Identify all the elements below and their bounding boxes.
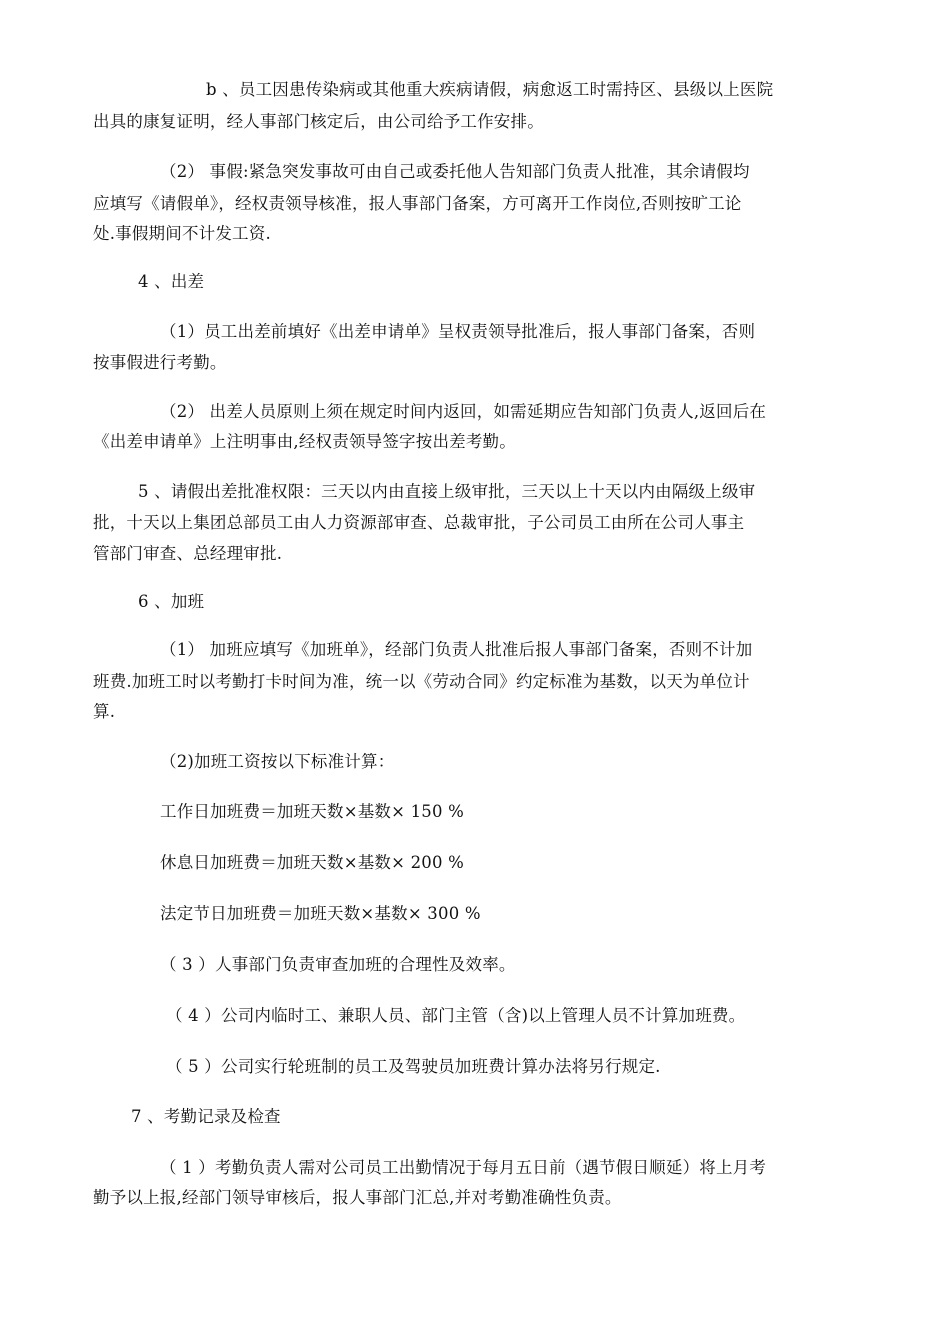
text-line: （ 5 ）公司实行轮班制的员工及驾驶员加班费计算办法将另行规定. xyxy=(166,1057,661,1076)
formula-line: 休息日加班费＝加班天数×基数× 200 % xyxy=(160,853,465,872)
text-line: （2） 出差人员原则上须在规定时间内返回，如需延期应告知部门负责人,返回后在 xyxy=(160,402,767,421)
text-line: （ 1 ）考勤负责人需对公司员工出勤情况于每月五日前（遇节假日顺延）将上月考 xyxy=(160,1158,767,1177)
text-line: （ 4 ）公司内临时工、兼职人员、部门主管（含)以上管理人员不计算加班费。 xyxy=(166,1006,746,1025)
text-line: （2） 事假:紧急突发事故可由自己或委托他人告知部门负责人批准，其余请假均 xyxy=(160,162,750,181)
text-line: 批，十天以上集团总部员工由人力资源部审查、总裁审批，子公司员工由所在公司人事主 xyxy=(93,513,745,532)
text-line: b 、员工因患传染病或其他重大疾病请假，病愈返工时需持区、县级以上医院 xyxy=(206,80,774,99)
text-line: 《出差申请单》上注明事由,经权责领导签字按出差考勤。 xyxy=(93,432,516,451)
text-line: 算. xyxy=(93,702,116,721)
section-heading: 4 、出差 xyxy=(138,272,205,291)
text-line: 按事假进行考勤。 xyxy=(93,353,227,372)
text-line: 处.事假期间不计发工资. xyxy=(93,224,271,243)
text-line: （1） 加班应填写《加班单》，经部门负责人批准后报人事部门备案，否则不计加 xyxy=(160,640,753,659)
text-line: （1）员工出差前填好《出差申请单》呈权责领导批准后，报人事部门备案，否则 xyxy=(160,322,756,341)
section-heading: 6 、加班 xyxy=(138,592,205,611)
text-line: 班费.加班工时以考勤打卡时间为准，统一以《劳动合同》约定标准为基数，以天为单位计 xyxy=(93,672,750,691)
text-line: （2)加班工资按以下标准计算： xyxy=(160,752,395,771)
text-line: 勤予以上报,经部门领导审核后，报人事部门汇总,并对考勤准确性负责。 xyxy=(93,1188,622,1207)
text-line: 管部门审查、总经理审批. xyxy=(93,544,283,563)
section-heading: 7 、考勤记录及检查 xyxy=(131,1107,281,1126)
text-line: 应填写《请假单》，经权责领导核准，报人事部门备案，方可离开工作岗位,否则按旷工论 xyxy=(93,194,742,213)
formula-line: 工作日加班费＝加班天数×基数× 150 % xyxy=(160,802,465,821)
text-line: 出具的康复证明，经人事部门核定后，由公司给予工作安排。 xyxy=(93,112,544,131)
text-line: 5 、请假出差批准权限：三天以内由直接上级审批，三天以上十天以内由隔级上级审 xyxy=(138,482,756,501)
text-line: （ 3 ）人事部门负责审查加班的合理性及效率。 xyxy=(160,955,516,974)
formula-line: 法定节日加班费＝加班天数×基数× 300 % xyxy=(160,904,481,923)
